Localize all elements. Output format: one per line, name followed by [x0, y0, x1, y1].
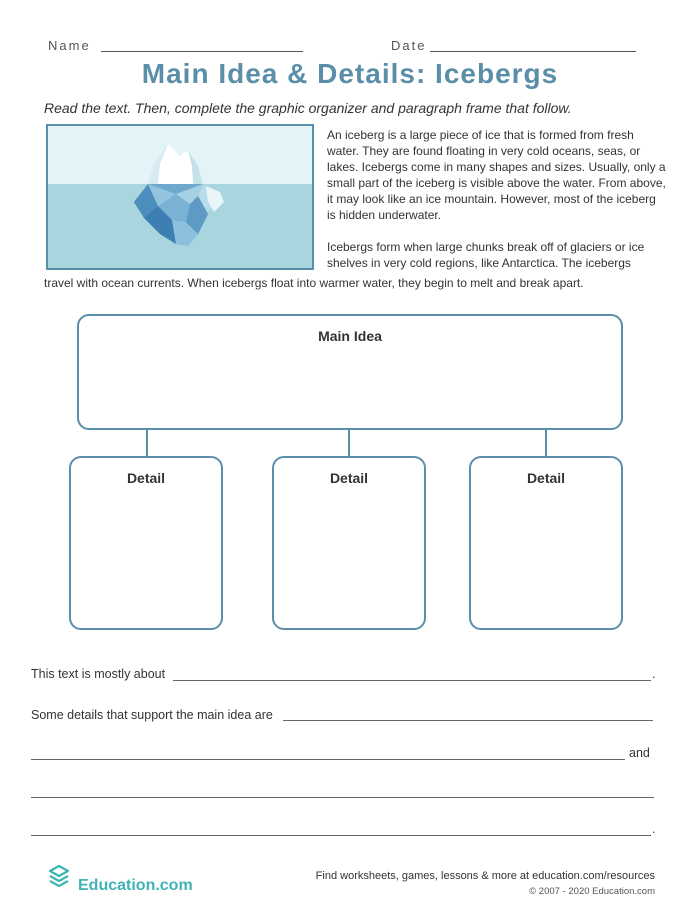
detail-box-2[interactable] [272, 456, 426, 630]
connector-line [545, 430, 547, 456]
instructions: Read the text. Then, complete the graphic organizer and paragraph frame that follow. [44, 100, 572, 116]
connector-line [348, 430, 350, 456]
footer-copyright: © 2007 - 2020 Education.com [529, 886, 655, 897]
detail-label: Detail [126, 470, 166, 486]
frame-line-3-suffix: and [629, 746, 650, 760]
detail-label: Detail [329, 470, 369, 486]
frame-line-1-prefix: This text is mostly about [31, 667, 166, 681]
passage-paragraph-2-part-1: Icebergs form when large chunks break off of glaciers or ice shelves in very cold regions, like Antarctica. The icebergs [327, 240, 645, 270]
education-logo-icon [44, 862, 74, 892]
name-label: Name [48, 38, 91, 53]
detail-box-3[interactable] [469, 456, 623, 630]
page-title: Main Idea & Details: Icebergs [141, 58, 559, 89]
frame-line-1-end: . [652, 667, 656, 681]
detail-label: Detail [526, 470, 566, 486]
passage-paragraph-2-part-2: travel with ocean currents. When icebergs float into warmer water, they begin to melt and break apart. [44, 276, 584, 290]
main-idea-label: Main Idea [318, 328, 382, 344]
name-line[interactable] [101, 51, 303, 52]
frame-answer-line-4[interactable] [31, 797, 654, 798]
frame-answer-line-1[interactable] [173, 680, 651, 681]
frame-answer-line-3[interactable] [31, 759, 625, 760]
frame-line-5-end: . [652, 822, 656, 836]
connector-line [146, 430, 148, 456]
brand-name: Education.com [78, 877, 193, 894]
date-line[interactable] [430, 51, 636, 52]
frame-answer-line-5[interactable] [31, 835, 651, 836]
detail-box-1[interactable] [69, 456, 223, 630]
footer-tagline: Find worksheets, games, lessons & more at education.com/resources [315, 870, 655, 882]
frame-answer-line-2[interactable] [283, 720, 653, 721]
iceberg-illustration [46, 124, 314, 270]
main-idea-box[interactable] [77, 314, 623, 430]
frame-line-2-prefix: Some details that support the main idea are [31, 708, 273, 722]
date-label: Date [391, 38, 427, 53]
iceberg-icon [48, 126, 312, 268]
passage-paragraph-1: An iceberg is a large piece of ice that is formed from fresh water. They are found floating in very cold oceans, seas, or lakes. Icebergs come in many shapes and sizes. Usually, only a small part of the iceberg is visible above the water. From above, it may look like an ice mountain. However, most of the iceberg is hidden underwater. [327, 128, 666, 222]
